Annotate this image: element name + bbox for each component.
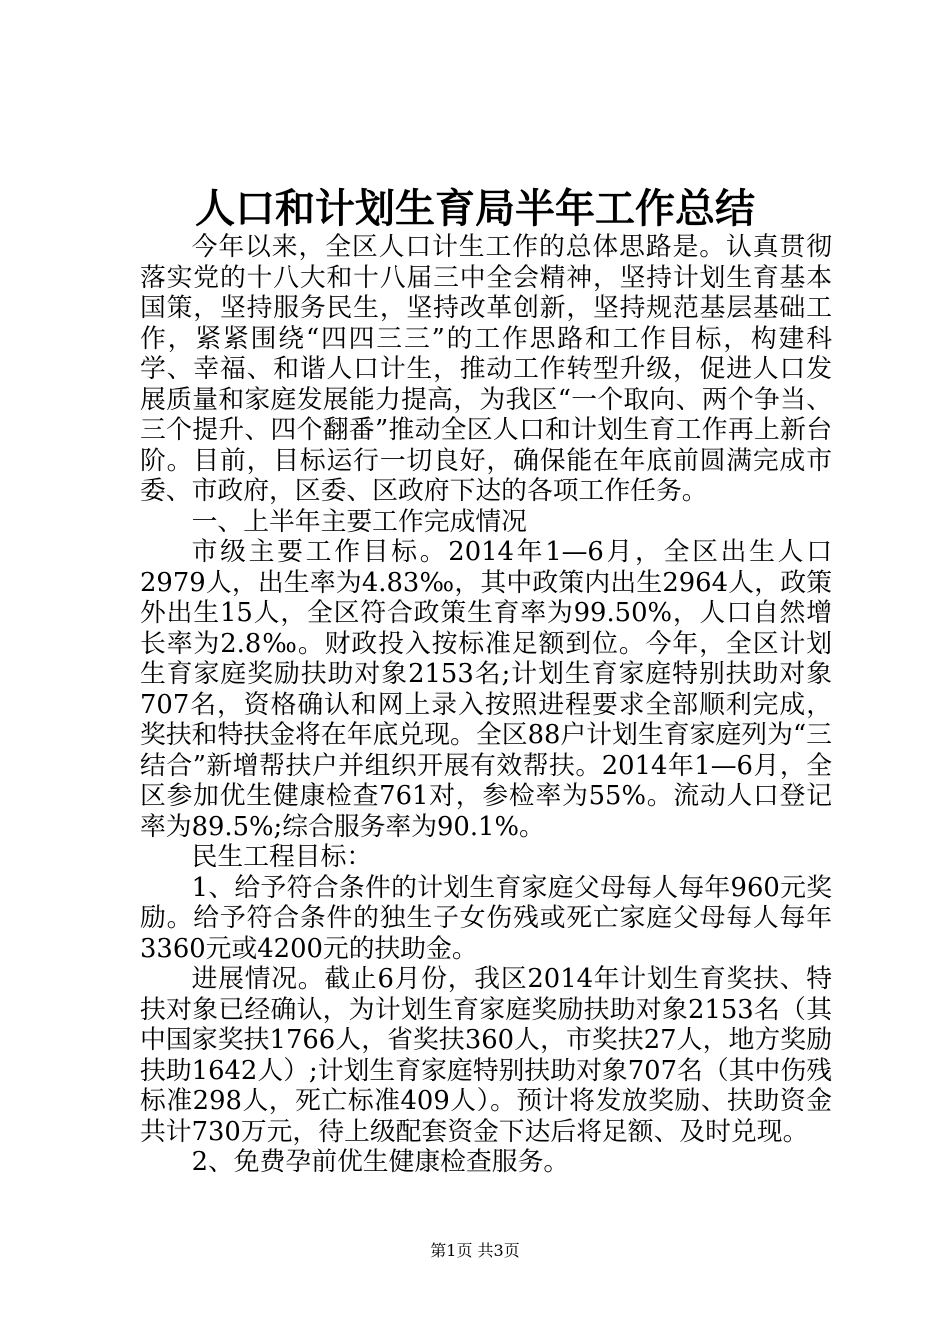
document-body	[140, 232, 832, 1178]
city-goals-paragraph: 市级主要工作目标。2014年1—6月，全区出生人口2979人，出生率为4.83‰，其中政策内出生2964人，政策外出生15人，全区符合政策生育率为99.50%，人口自然增长率为2.8‰。财政投入按标准足额到位。今年，全区计划生育家庭奖励扶助对象2153名;计划生育家庭特别扶助对象707名，资格确认和网上录入按照进程要求全部顺利完成，奖扶和特扶金将在年底兑现。全区88户计划生育家庭列为“三结合”新增帮扶户并组织开展有效帮扶。2014年1—6月，全区参加优生健康检查761对，参检率为55%。流动人口登记率为89.5%;综合服务率为90.1%。	[140, 537, 832, 842]
document-title: 人口和计划生育局半年工作总结	[195, 185, 755, 232]
section-heading: 一、上半年主要工作完成情况	[191, 506, 527, 537]
intro-paragraph: 今年以来，全区人口计生工作的总体思路是。认真贯彻落实党的十八大和十八届三中全会精神，坚持计划生育基本国策，坚持服务民生，坚持改革创新，坚持规范基层基础工作，紧紧围绕“四四三三”的工作思路和工作目标，构建科学、幸福、和谐人口计生，推动工作转型升级，促进人口发展质量和家庭发展能力提高，为我区“一个取向、两个争当、三个提升、四个翻番”推动全区人口和计划生育工作再上新台阶。目前，目标运行一切良好，确保能在年底前圆满完成市委、市政府，区委、区政府下达的各项工作任务。	[140, 232, 832, 506]
item-2-paragraph: 2、免费孕前优生健康检查服务。	[191, 1147, 570, 1177]
livelihood-heading: 民生工程目标：	[191, 842, 373, 872]
page-footer: 第1页 共3页	[430, 1241, 520, 1260]
item-1-paragraph: 1、给予符合条件的计划生育家庭父母每人每年960元奖励。给予符合条件的独生子女伤残或死亡家庭父母每人每年3360元或4200元的扶助金。	[140, 872, 832, 964]
progress-paragraph: 进展情况。截止6月份，我区2014年计划生育奖扶、特扶对象已经确认，为计划生育家庭奖励扶助对象2153名（其中国家奖扶1766人，省奖扶360人，市奖扶27人，地方奖励扶助1642人）;计划生育家庭特别扶助对象707名（其中伤残标准298人，死亡标准409人）。预计将发放奖励、扶助资金共计730万元，待上级配套资金下达后将足额、及时兑现。	[140, 964, 832, 1147]
